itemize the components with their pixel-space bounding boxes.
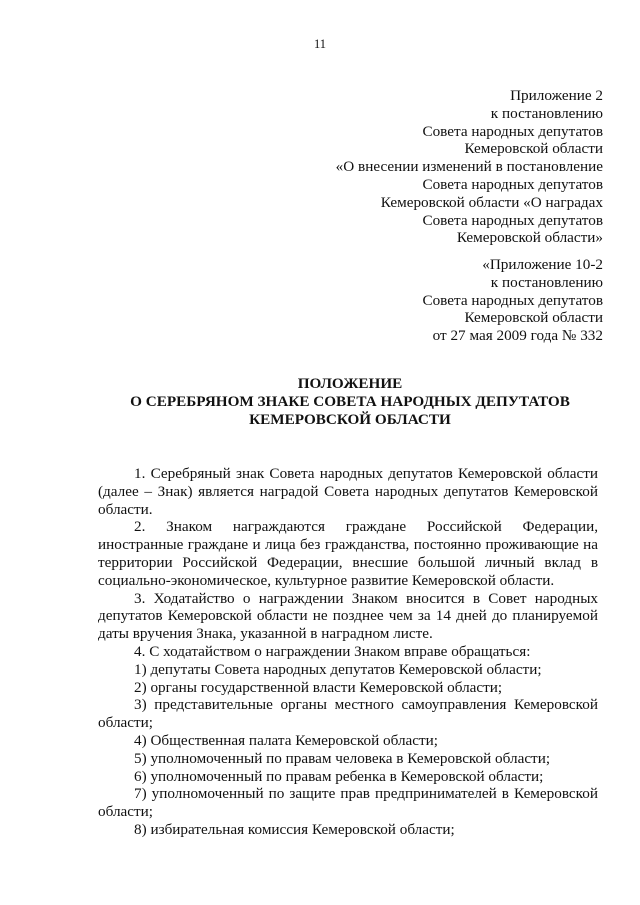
appendix-10-2-header xyxy=(422,256,603,345)
appendix-2-line: Совета народных депутатов xyxy=(422,175,603,193)
document-title xyxy=(80,375,620,428)
appendix-2-line: «О внесении изменений в постановление xyxy=(335,158,603,176)
appendix-2-line: к постановлению xyxy=(490,104,603,122)
list-item: 8) избирательная комиссия Кемеровской области; xyxy=(134,820,455,838)
appendix-10-2-line: к постановлению xyxy=(490,273,603,291)
appendix-2-line: Приложение 2 xyxy=(510,87,603,104)
appendix-2-line: Кемеровской области xyxy=(464,140,603,158)
list-item: 4) Общественная палата Кемеровской области; xyxy=(134,731,438,749)
document-body xyxy=(98,465,598,839)
paragraph: 1. Серебряный знак Совета народных депутатов Кемеровской области (далее – Знак) является наградой Совета народных депутатов Кемеровской области. xyxy=(98,465,598,518)
paragraph: 2. Знаком награждаются граждане Российской Федерации, иностранные граждане и лица без гражданства, постоянно проживающие на территории Российской Федерации, внесшие большой личный вклад в социально-экономическое, культурное развитие Кемеровской области. xyxy=(98,518,598,589)
list-item: 7) уполномоченный по защите прав предпринимателей в Кемеровской области; xyxy=(98,785,598,821)
title-line: ПОЛОЖЕНИЕ xyxy=(297,375,403,392)
appendix-10-2-line: от 27 мая 2009 года № 332 xyxy=(432,327,603,345)
list-item: 1) депутаты Совета народных депутатов Кемеровской области; xyxy=(134,660,542,678)
appendix-10-2-line: Совета народных депутатов xyxy=(422,291,603,309)
appendix-2-line: Совета народных депутатов xyxy=(422,122,603,140)
list-item: 3) представительные органы местного самоуправления Кемеровской области; xyxy=(98,696,598,732)
title-line: КЕМЕРОВСКОЙ ОБЛАСТИ xyxy=(249,410,451,428)
page-number: 11 xyxy=(313,37,327,51)
appendix-10-2-line: «Приложение 10-2 xyxy=(482,256,603,273)
appendix-2-header xyxy=(336,87,603,247)
list-item: 5) уполномоченный по правам человека в Кемеровской области; xyxy=(134,749,551,767)
appendix-10-2-line: Кемеровской области xyxy=(464,309,603,327)
paragraph: 4. С ходатайством о награждении Знаком вправе обращаться: xyxy=(134,642,531,660)
paragraph: 3. Ходатайство о награждении Знаком вносится в Совет народных депутатов Кемеровской области не позднее чем за 14 дней до планируемой даты вручения Знака, указанной в наградном листе. xyxy=(98,589,598,643)
appendix-2-line: Кемеровской области» xyxy=(456,229,603,247)
appendix-2-line: Совета народных депутатов xyxy=(422,211,603,229)
title-line: О СЕРЕБРЯНОМ ЗНАКЕ СОВЕТА НАРОДНЫХ ДЕПУТАТОВ xyxy=(130,392,570,410)
appendix-2-line: Кемеровской области «О наградах xyxy=(380,193,603,211)
list-item: 2) органы государственной власти Кемеровской области; xyxy=(134,678,503,696)
list-item: 6) уполномоченный по правам ребенка в Кемеровской области; xyxy=(134,767,544,785)
